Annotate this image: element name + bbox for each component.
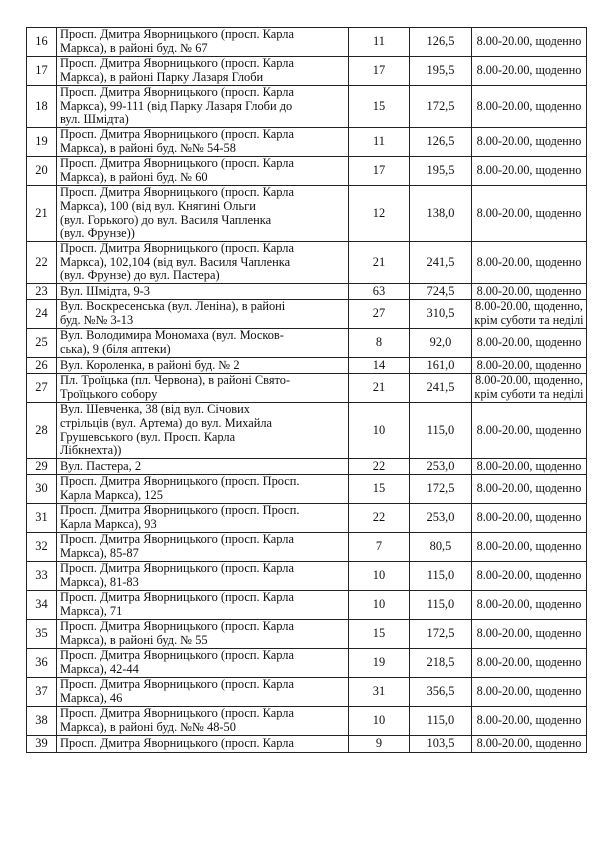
row-number: 22 [27,242,57,284]
table-row [27,459,587,475]
table-row [27,620,587,649]
hours-line: 8.00-20.00, щоденно [476,684,582,699]
table-row [27,736,587,753]
area-value: 115,0 [410,591,472,620]
working-hours [472,459,587,475]
address-line: Просп. Дмитра Яворницького (просп. Карла [60,27,294,42]
address-line: Маркса), 81-83 [60,575,139,589]
address-line: Просп. Дмитра Яворницького (просп. Карла [60,241,294,256]
area-value: 310,5 [410,300,472,329]
area-value: 241,5 [410,242,472,284]
address-line: Вул. Шевченка, 38 (від вул. Січових [60,402,250,417]
address-line: Просп. Дмитра Яворницького (просп. Карла [60,85,294,100]
hours-line: 8.00-20.00, щоденно [476,713,582,728]
area-value: 172,5 [410,86,472,128]
hours-line: 8.00-20.00, щоденно [476,357,582,372]
hours-line: 8.00-20.00, щоденно [476,597,582,612]
row-number: 18 [27,86,57,128]
hours-line: 8.00-20.00, щоденно [476,205,582,220]
places-count: 27 [349,300,410,329]
address-line: вул. Шмідта) [60,112,129,127]
address-line: Просп. Дмитра Яворницького (просп. Карла [60,619,294,634]
area-value: 218,5 [410,649,472,678]
row-number: 34 [27,591,57,620]
address-cell [57,186,349,242]
address-line: Маркса), в районі буд. №№ 54-58 [60,141,236,155]
working-hours [472,329,587,358]
row-number: 29 [27,459,57,475]
working-hours [472,128,587,157]
places-count: 22 [349,504,410,533]
address-cell [57,403,349,459]
area-value: 126,5 [410,28,472,57]
address-line: Просп. Дмитра Яворницького (просп. Карла [60,127,294,142]
places-count: 63 [349,284,410,300]
table-row [27,403,587,459]
table-row [27,57,587,86]
area-value: 253,0 [410,504,472,533]
working-hours [472,736,587,753]
working-hours [472,403,587,459]
address-line: Маркса), в районі буд. № 67 [60,41,208,55]
address-line: Просп. Дмитра Яворницького (просп. Карла [60,648,294,663]
row-number: 30 [27,475,57,504]
table-row [27,533,587,562]
working-hours [472,358,587,374]
address-cell [57,358,349,374]
places-count: 15 [349,620,410,649]
working-hours [472,242,587,284]
table-row [27,504,587,533]
places-count: 10 [349,403,410,459]
address-line: Просп. Дмитра Яворницького (просп. Карла [60,185,294,200]
table-row [27,678,587,707]
address-cell [57,475,349,504]
area-value: 115,0 [410,562,472,591]
address-line: Вул. Володимира Мономаха (вул. Москов- [60,328,284,343]
table-row [27,300,587,329]
address-line: Просп. Дмитра Яворницького (просп. Карла [60,56,294,71]
address-cell [57,678,349,707]
row-number: 39 [27,736,57,753]
address-cell [57,374,349,403]
area-value: 126,5 [410,128,472,157]
area-value: 356,5 [410,678,472,707]
places-count: 14 [349,358,410,374]
address-line: Маркса), в районі буд. № 55 [60,633,208,647]
hours-line: крім суботи та неділі [474,313,584,327]
address-line: Маркса), 85-87 [60,546,139,560]
row-number: 37 [27,678,57,707]
working-hours [472,28,587,57]
area-value: 80,5 [410,533,472,562]
working-hours [472,57,587,86]
hours-line: 8.00-20.00, щоденно, [475,299,583,314]
row-number: 17 [27,57,57,86]
hours-line: 8.00-20.00, щоденно [476,539,582,554]
address-cell [57,86,349,128]
hours-line: 8.00-20.00, щоденно [476,655,582,670]
address-line: Маркса), 42-44 [60,662,139,676]
row-number: 26 [27,358,57,374]
working-hours [472,186,587,242]
working-hours [472,533,587,562]
address-line: Просп. Дмитра Яворницького (просп. Карла [60,736,294,751]
address-cell [57,562,349,591]
table-row [27,86,587,128]
places-count: 11 [349,28,410,57]
places-count: 15 [349,475,410,504]
address-cell [57,591,349,620]
table-row [27,186,587,242]
hours-line: 8.00-20.00, щоденно, [475,373,583,388]
address-cell [57,707,349,736]
table-row [27,284,587,300]
table-row [27,475,587,504]
address-cell [57,533,349,562]
parking-table [26,27,587,753]
hours-line: 8.00-20.00, щоденно [476,481,582,496]
address-line: Пл. Троїцька (пл. Червона), в районі Свято- [60,373,291,388]
parking-table-body [27,28,587,753]
address-line: Просп. Дмитра Яворницького (просп. Карла [60,677,294,692]
address-line: Карла Маркса), 93 [60,517,157,531]
working-hours [472,300,587,329]
places-count: 31 [349,678,410,707]
places-count: 10 [349,591,410,620]
area-value: 115,0 [410,707,472,736]
working-hours [472,678,587,707]
hours-line: 8.00-20.00, щоденно [476,458,582,473]
address-cell [57,459,349,475]
address-line: Просп. Дмитра Яворницького (просп. Карла [60,561,294,576]
address-line: Просп. Дмитра Яворницького (просп. Просп. [60,503,300,518]
hours-line: крім суботи та неділі [474,387,584,401]
address-line: ська), 9 (біля аптеки) [60,342,171,356]
table-row [27,562,587,591]
places-count: 7 [349,533,410,562]
table-row [27,591,587,620]
table-row [27,358,587,374]
row-number: 21 [27,186,57,242]
address-line: Вул. Шмідта, 9-3 [60,283,150,298]
table-row [27,329,587,358]
working-hours [472,620,587,649]
address-line: (вул. Фрунзе)) [60,226,135,241]
row-number: 38 [27,707,57,736]
address-line: Лібкнехта)) [60,443,122,458]
hours-line: 8.00-20.00, щоденно [476,34,582,49]
address-line: стрільців (вул. Артема) до вул. Михайла [60,415,273,430]
address-line: Вул. Воскресенська (вул. Леніна), в районі [60,299,286,314]
hours-line: 8.00-20.00, щоденно [476,422,582,437]
address-line: Маркса), 102,104 (від вул. Василя Чапленка [60,254,291,269]
table-row [27,374,587,403]
row-number: 16 [27,28,57,57]
address-line: Маркса), в районі Парку Лазаря Глоби [60,70,264,84]
address-cell [57,57,349,86]
row-number: 35 [27,620,57,649]
places-count: 17 [349,57,410,86]
address-line: Маркса), 100 (від вул. Княгині Ольги [60,198,256,213]
address-line: (вул. Фрунзе) до вул. Пастера) [60,268,220,283]
area-value: 103,5 [410,736,472,753]
row-number: 28 [27,403,57,459]
places-count: 10 [349,707,410,736]
address-line: (вул. Горького) до вул. Василя Чапленка [60,212,272,227]
address-line: Маркса), в районі буд. №№ 48-50 [60,720,236,734]
places-count: 21 [349,374,410,403]
row-number: 32 [27,533,57,562]
address-line: Вул. Короленка, в районі буд. № 2 [60,357,240,372]
address-cell [57,157,349,186]
row-number: 24 [27,300,57,329]
address-line: Карла Маркса), 125 [60,488,163,502]
places-count: 8 [349,329,410,358]
address-cell [57,300,349,329]
address-cell [57,128,349,157]
address-line: Просп. Дмитра Яворницького (просп. Карла [60,156,294,171]
places-count: 15 [349,86,410,128]
hours-line: 8.00-20.00, щоденно [476,568,582,583]
row-number: 36 [27,649,57,678]
address-line: Грушевського (вул. Просп. Карла [60,429,236,444]
places-count: 10 [349,562,410,591]
hours-line: 8.00-20.00, щоденно [476,98,582,113]
table-row [27,128,587,157]
working-hours [472,649,587,678]
address-line: Просп. Дмитра Яворницького (просп. Карла [60,590,294,605]
row-number: 33 [27,562,57,591]
places-count: 19 [349,649,410,678]
row-number: 20 [27,157,57,186]
hours-line: 8.00-20.00, щоденно [476,63,582,78]
hours-line: 8.00-20.00, щоденно [476,283,582,298]
working-hours [472,284,587,300]
hours-line: 8.00-20.00, щоденно [476,626,582,641]
row-number: 31 [27,504,57,533]
table-row [27,707,587,736]
address-cell [57,329,349,358]
address-cell [57,649,349,678]
working-hours [472,591,587,620]
address-cell [57,28,349,57]
address-cell [57,242,349,284]
address-line: Маркса), 46 [60,691,123,705]
address-line: Троїцького собору [60,387,158,401]
address-cell [57,620,349,649]
area-value: 253,0 [410,459,472,475]
places-count: 21 [349,242,410,284]
row-number: 19 [27,128,57,157]
hours-line: 8.00-20.00, щоденно [476,254,582,269]
working-hours [472,86,587,128]
area-value: 161,0 [410,358,472,374]
area-value: 241,5 [410,374,472,403]
table-row [27,28,587,57]
document-page [26,27,586,753]
row-number: 23 [27,284,57,300]
row-number: 25 [27,329,57,358]
address-line: Маркса), 99-111 (від Парку Лазаря Глоби до [60,98,293,113]
address-line: Вул. Пастера, 2 [60,458,142,473]
hours-line: 8.00-20.00, щоденно [476,736,582,751]
hours-line: 8.00-20.00, щоденно [476,335,582,350]
working-hours [472,562,587,591]
address-line: Маркса), 71 [60,604,123,618]
hours-line: 8.00-20.00, щоденно [476,134,582,149]
area-value: 724,5 [410,284,472,300]
address-line: Просп. Дмитра Яворницького (просп. Карла [60,706,294,721]
working-hours [472,157,587,186]
working-hours [472,504,587,533]
table-row [27,157,587,186]
area-value: 115,0 [410,403,472,459]
hours-line: 8.00-20.00, щоденно [476,163,582,178]
address-line: Просп. Дмитра Яворницького (просп. Карла [60,532,294,547]
address-cell [57,504,349,533]
places-count: 17 [349,157,410,186]
area-value: 92,0 [410,329,472,358]
area-value: 195,5 [410,57,472,86]
places-count: 22 [349,459,410,475]
address-cell [57,736,349,753]
area-value: 172,5 [410,475,472,504]
places-count: 11 [349,128,410,157]
places-count: 12 [349,186,410,242]
area-value: 138,0 [410,186,472,242]
hours-line: 8.00-20.00, щоденно [476,510,582,525]
area-value: 195,5 [410,157,472,186]
row-number: 27 [27,374,57,403]
working-hours [472,374,587,403]
table-row [27,242,587,284]
table-row [27,649,587,678]
address-line: Просп. Дмитра Яворницького (просп. Просп. [60,474,300,489]
address-cell [57,284,349,300]
working-hours [472,475,587,504]
working-hours [472,707,587,736]
address-line: буд. №№ 3-13 [60,313,134,327]
area-value: 172,5 [410,620,472,649]
address-line: Маркса), в районі буд. № 60 [60,170,208,184]
places-count: 9 [349,736,410,753]
